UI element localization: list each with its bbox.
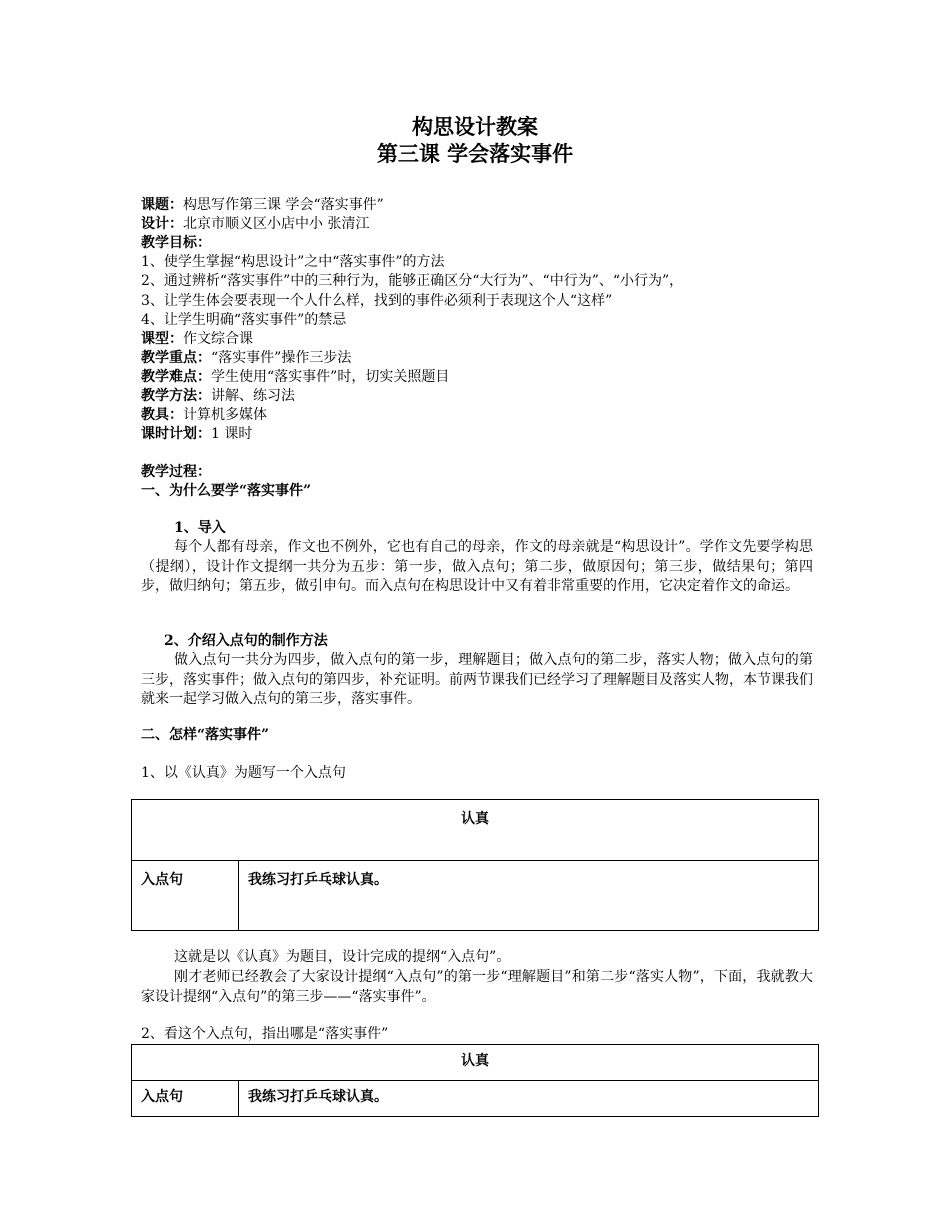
table-label-cell: 入点句 (132, 861, 239, 931)
section1-heading: 一、为什么要学“落实事件” (141, 483, 312, 499)
doc-title: 构思设计教案 (412, 114, 538, 139)
meta-method: 教学方法：讲解、练习法 (141, 388, 295, 404)
meta-difficulty: 教学难点：学生使用“落实事件”时，切实关照题目 (141, 369, 450, 385)
table-header: 认真 (132, 800, 819, 861)
section2-item1: 1、以《认真》为题写一个入点句 (141, 765, 346, 781)
meta-goals-label: 教学目标： (141, 235, 211, 251)
section1-sub1-text: 每个人都有母亲，作文也不例外，它也有自己的母亲，作文的母亲就是“构思设计”。学作文先要学构思（提纲），设计作文提纲一共分为五步：第一步，做入点句；第二步，做原因句；第三步，做结果句；第四步，做归纳句；第五步，做引申句。而入点句在构思设计中又有着非常重要的作用，它决定着作文的命运。 (141, 539, 813, 594)
example-table-2 (131, 1044, 819, 1117)
meta-tools: 教具：计算机多媒体 (141, 407, 267, 423)
goal-item: 4、让学生明确“落实事件”的禁忌 (141, 312, 347, 328)
doc-subtitle: 第三课 学会落实事件 (376, 141, 574, 166)
table-value-cell: 我练习打乒乓球认真。 (239, 1081, 819, 1117)
goal-item: 1、使学生掌握“构思设计”之中“落实事件”的方法 (141, 254, 445, 270)
section1-sub2-heading: 2、介绍入点句的制作方法 (164, 633, 328, 649)
section2-after2: 刚才老师已经教会了大家设计提纲“入点句”的第一步“理解题目”和第二步“落实人物”，下面，我就教大家设计提纲“入点句”的第三步——“落实事件”。 (141, 969, 813, 1005)
example-table-1 (131, 799, 819, 931)
goal-item: 2、通过辨析“落实事件”中的三种行为，能够正确区分“大行为”、“中行为”、“小行为”， (141, 273, 684, 289)
process-label: 教学过程： (141, 464, 211, 480)
table-label-cell: 入点句 (132, 1081, 239, 1117)
section2-heading: 二、怎样“落实事件” (141, 727, 270, 743)
section2-after1: 这就是以《认真》为题目，设计完成的提纲“入点句”。 (174, 949, 511, 965)
section1-sub2-text: 做入点句一共分为四步，做入点句的第一步，理解题目；做入点句的第二步，落实人物；做入点句的第三步，落实事件；做入点句的第四步，补充证明。前两节课我们已经学习了理解题目及落实人物，本节课我们就来一起学习做入点句的第三步，落实事件。 (141, 652, 813, 707)
meta-topic: 课题：构思写作第三课 学会“落实事件” (141, 197, 384, 213)
section1-sub1-heading: 1、导入 (174, 520, 226, 536)
meta-key-point: 教学重点：“落实事件”操作三步法 (141, 350, 352, 366)
table-header: 认真 (132, 1045, 819, 1081)
goal-item: 3、让学生体会要表现一个人什么样，找到的事件必须利于表现这个人“这样” (141, 293, 613, 309)
meta-schedule: 课时计划：1 课时 (141, 426, 253, 442)
meta-designer: 设计：北京市顺义区小店中小 张清江 (141, 216, 370, 232)
table-value-cell: 我练习打乒乓球认真。 (239, 861, 819, 931)
section2-item2: 2、看这个入点句，指出哪是“落实事件” (141, 1026, 389, 1042)
meta-lesson-type: 课型：作文综合课 (141, 331, 253, 347)
